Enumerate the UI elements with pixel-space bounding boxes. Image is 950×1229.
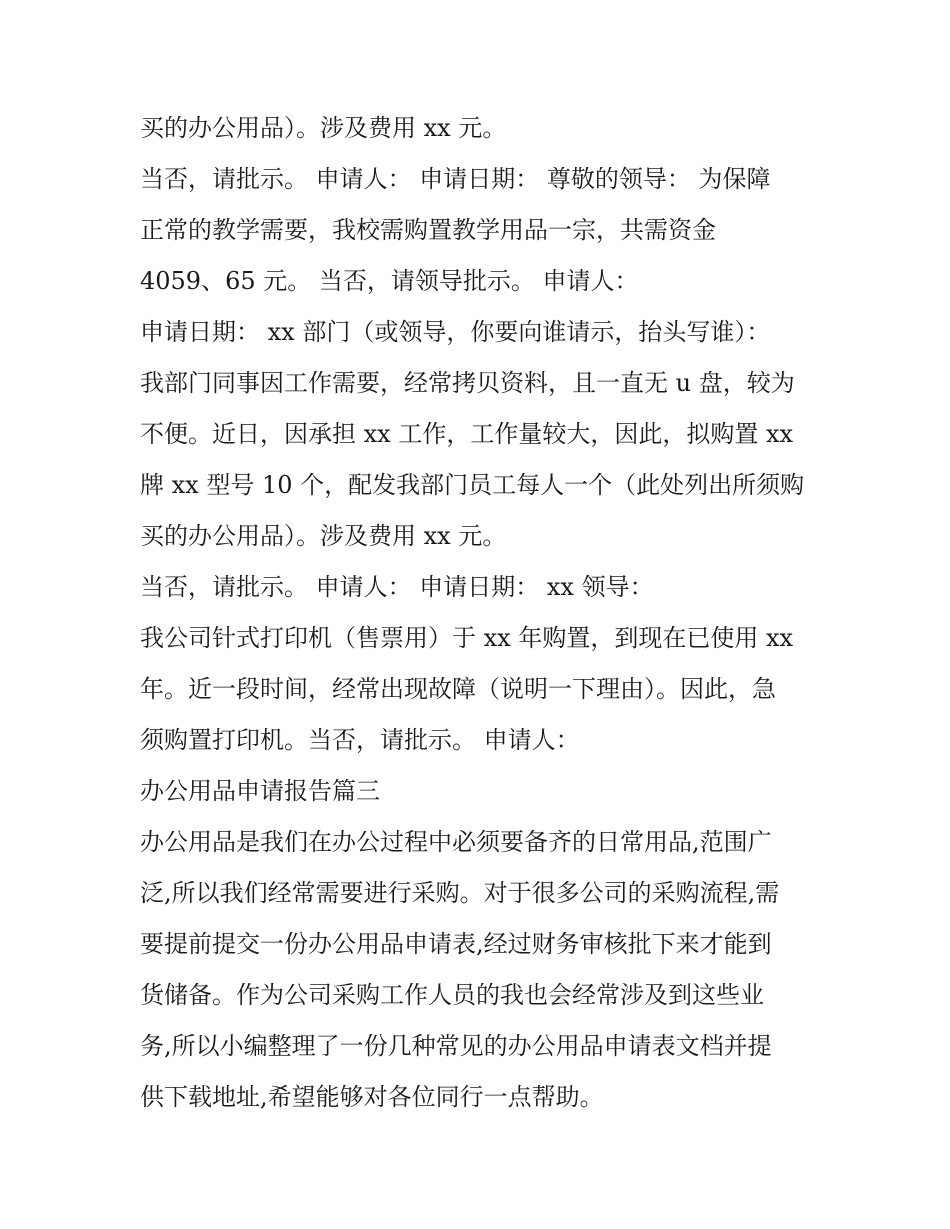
text-line: 不便。近日，因承担 xx 工作，工作量较大，因此，拟购置 xx [140,420,794,448]
text-line: 泛,所以我们经常需要进行采购。对于很多公司的采购流程,需 [140,879,780,907]
text-line: 牌 xx 型号 10 个，配发我部门员工每人一个（此处列出所须购 [140,471,805,499]
text-line: 须购置打印机。当否，请批示。 申请人： [140,726,580,754]
text-line: 货储备。作为公司采购工作人员的我也会经常涉及到这些业 [140,981,764,1009]
document-body [140,103,830,1123]
text-line: 务,所以小编整理了一份几种常见的办公用品申请表文档并提 [140,1032,772,1060]
text-line: 供下载地址,希望能够对各位同行一点帮助。 [140,1083,604,1111]
text-line: 年。近一段时间，经常出现故障（说明一下理由）。因此，急 [140,675,776,703]
text-line: 要提前提交一份办公用品申请表,经过财务审核批下来才能到 [140,930,772,958]
text-line: 买的办公用品）。涉及费用 xx 元。 [140,114,507,142]
text-line: 我公司针式打印机（售票用）于 xx 年购置，到现在已使用 xx [140,624,794,652]
text-line: 当否，请批示。 申请人： 申请日期： xx 领导： [140,573,654,601]
section-heading: 办公用品申请报告篇三 [140,777,380,805]
text-line: 我部门同事因工作需要，经常拷贝资料，且一直无 u 盘，较为 [140,369,795,397]
text-line: 4059、65 元。 当否，请领导批示。 申请人： [140,267,639,295]
text-line: 正常的教学需要，我校需购置教学用品一宗，共需资金 [140,216,716,244]
text-line: 申请日期： xx 部门（或领导，你要向谁请示，抬头写谁）： [140,318,771,346]
text-line: 办公用品是我们在办公过程中必须要备齐的日常用品,范围广 [140,828,772,856]
text-line: 当否，请批示。 申请人： 申请日期： 尊敬的领导： 为保障 [140,165,771,193]
text-line: 买的办公用品）。涉及费用 xx 元。 [140,522,507,550]
